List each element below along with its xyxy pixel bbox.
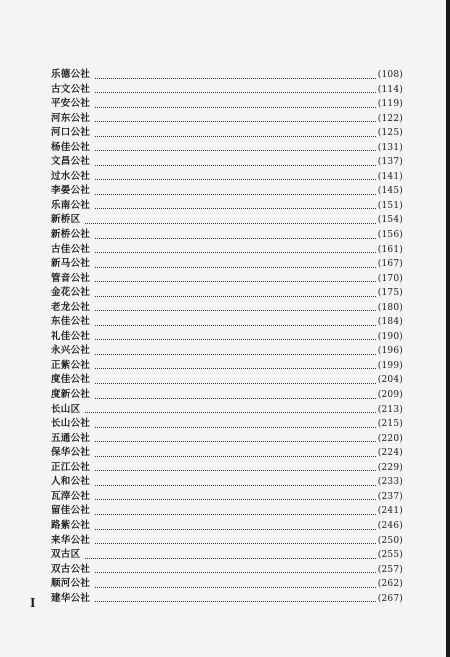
toc-entry-page: (114) [377,84,403,95]
toc-entry [51,257,403,272]
toc-entry-title: 管音公社 [51,272,91,284]
toc-entry [51,359,403,374]
toc-entry-page: (137) [377,157,403,168]
toc-entry-page: (180) [377,302,403,313]
toc-entry-title: 顺河公社 [51,578,91,590]
toc-entry [51,199,403,214]
toc-entry [51,432,403,447]
toc-entry-title: 河口公社 [51,127,91,139]
toc-dot-leader [95,149,376,151]
toc-dot-leader [95,295,376,297]
toc-entry-page: (267) [377,593,403,604]
toc-dot-leader [95,367,376,369]
toc-entry-title: 过水公社 [51,170,91,182]
toc-dot-leader [95,426,376,428]
toc-entry [51,475,403,490]
toc-entry [51,228,403,243]
toc-entry [51,141,403,156]
toc-entry [51,344,403,359]
toc-dot-leader [95,280,376,282]
toc-entry [51,417,403,432]
toc-entry-title: 新桥公社 [51,229,91,241]
toc-entry-title: 平安公社 [51,98,91,110]
page-marker: I [30,596,36,611]
toc-entry-page: (220) [377,433,403,444]
toc-entry-page: (204) [377,375,403,386]
toc-entry-page: (131) [377,142,403,153]
toc-entry-page: (246) [377,520,403,531]
toc-dot-leader [95,193,376,195]
toc-entry-page: (257) [377,564,403,575]
toc-entry-page: (184) [377,317,403,328]
toc-entry-title: 双古公社 [51,563,91,575]
toc-dot-leader [95,455,376,457]
toc-entry-title: 古文公社 [51,83,91,95]
toc-entry [51,446,403,461]
toc-entry-title: 金花公社 [51,287,91,299]
toc-dot-leader [95,513,376,515]
toc-entry [51,563,403,578]
toc-dot-leader [95,266,376,268]
page-edge-shadow [446,0,450,657]
toc-entry [51,461,403,476]
toc-entry [51,68,403,83]
toc-dot-leader [95,353,376,355]
toc-entry [51,592,403,607]
toc-entry-title: 东佳公社 [51,316,91,328]
toc-entry-title: 长山公社 [51,418,91,430]
toc-entry-page: (175) [377,288,403,299]
toc-entry-page: (199) [377,360,403,371]
toc-entry [51,504,403,519]
toc-entry [51,330,403,345]
toc-entry [51,126,403,141]
toc-dot-leader [95,135,376,137]
toc-dot-leader [95,600,376,602]
toc-entry-title: 永兴公社 [51,345,91,357]
toc-entry-page: (255) [377,550,403,561]
toc-dot-leader [95,324,376,326]
toc-entry-page: (190) [377,331,403,342]
toc-dot-leader [95,237,376,239]
toc-entry-title: 乐德公社 [51,69,91,80]
toc-entry-title: 留佳公社 [51,505,91,517]
table-of-contents [51,68,403,606]
toc-entry [51,301,403,316]
toc-entry-page: (141) [377,171,403,182]
toc-entry [51,534,403,549]
toc-dot-leader [95,178,376,180]
toc-dot-leader [95,542,376,544]
toc-entry-title: 老龙公社 [51,301,91,313]
toc-entry-title: 礼佳公社 [51,330,91,342]
toc-entry [51,272,403,287]
toc-dot-leader [95,440,376,442]
toc-entry-page: (233) [377,477,403,488]
toc-entry-page: (119) [377,99,403,110]
toc-entry-title: 保华公社 [51,447,91,459]
toc-entry-title: 河东公社 [51,112,91,124]
toc-entry-title: 新桥区 [51,214,81,226]
toc-entry-page: (224) [377,448,403,459]
toc-entry [51,548,403,563]
toc-dot-leader [95,338,376,340]
toc-entry-page: (241) [377,506,403,517]
toc-dot-leader [95,571,376,573]
toc-entry-title: 度新公社 [51,389,91,401]
toc-dot-leader [85,557,375,559]
toc-dot-leader [95,498,376,500]
toc-entry-page: (229) [377,462,403,473]
toc-entry-page: (167) [377,259,403,270]
toc-entry [51,213,403,228]
toc-entry [51,112,403,127]
toc-entry-page: (154) [377,215,403,226]
toc-dot-leader [95,309,376,311]
toc-dot-leader [85,222,375,224]
toc-entry-page: (215) [377,419,403,430]
toc-entry [51,373,403,388]
toc-dot-leader [95,77,376,79]
toc-entry-title: 长山区 [51,403,81,415]
toc-entry [51,403,403,418]
toc-dot-leader [95,164,376,166]
toc-dot-leader [95,251,376,253]
toc-entry-page: (125) [377,128,403,139]
toc-entry-title: 来华公社 [51,534,91,546]
toc-entry-title: 五通公社 [51,432,91,444]
toc-entry-page: (262) [377,579,403,590]
toc-entry-page: (108) [377,70,403,80]
toc-dot-leader [95,91,376,93]
toc-entry-title: 正紫公社 [51,359,91,371]
toc-entry [51,490,403,505]
toc-entry-page: (156) [377,230,403,241]
toc-entry-page: (209) [377,390,403,401]
toc-entry [51,170,403,185]
toc-entry [51,315,403,330]
toc-entry-title: 路紫公社 [51,519,91,531]
toc-entry [51,83,403,98]
toc-entry-title: 新马公社 [51,258,91,270]
toc-entry-page: (237) [377,491,403,502]
toc-entry [51,155,403,170]
toc-entry-title: 乐南公社 [51,199,91,211]
toc-entry-title: 李晏公社 [51,185,91,197]
toc-dot-leader [95,397,376,399]
toc-entry-title: 文昌公社 [51,156,91,168]
toc-entry-page: (170) [377,273,403,284]
toc-entry-title: 古佳公社 [51,243,91,255]
toc-entry [51,243,403,258]
toc-entry-title: 瓦滓公社 [51,490,91,502]
toc-dot-leader [95,484,376,486]
toc-entry-page: (213) [377,404,403,415]
toc-entry [51,519,403,534]
toc-entry-title: 杨佳公社 [51,141,91,153]
toc-entry [51,388,403,403]
toc-entry [51,97,403,112]
toc-entry [51,577,403,592]
toc-entry-page: (145) [377,186,403,197]
toc-entry [51,184,403,199]
toc-entry-page: (161) [377,244,403,255]
toc-dot-leader [95,586,376,588]
toc-entry-title: 人和公社 [51,476,91,488]
toc-dot-leader [85,411,375,413]
toc-entry-title: 正江公社 [51,461,91,473]
toc-dot-leader [95,469,376,471]
toc-entry-title: 建华公社 [51,592,91,604]
toc-dot-leader [95,382,376,384]
toc-dot-leader [95,120,376,122]
toc-entry-page: (250) [377,535,403,546]
toc-entry-page: (151) [377,200,403,211]
toc-entry-page: (122) [377,113,403,124]
toc-dot-leader [95,528,376,530]
toc-entry-page: (196) [377,346,403,357]
toc-entry [51,286,403,301]
toc-entry-title: 度佳公社 [51,374,91,386]
toc-entry-title: 双古区 [51,549,81,561]
toc-dot-leader [95,106,376,108]
toc-dot-leader [95,207,376,209]
